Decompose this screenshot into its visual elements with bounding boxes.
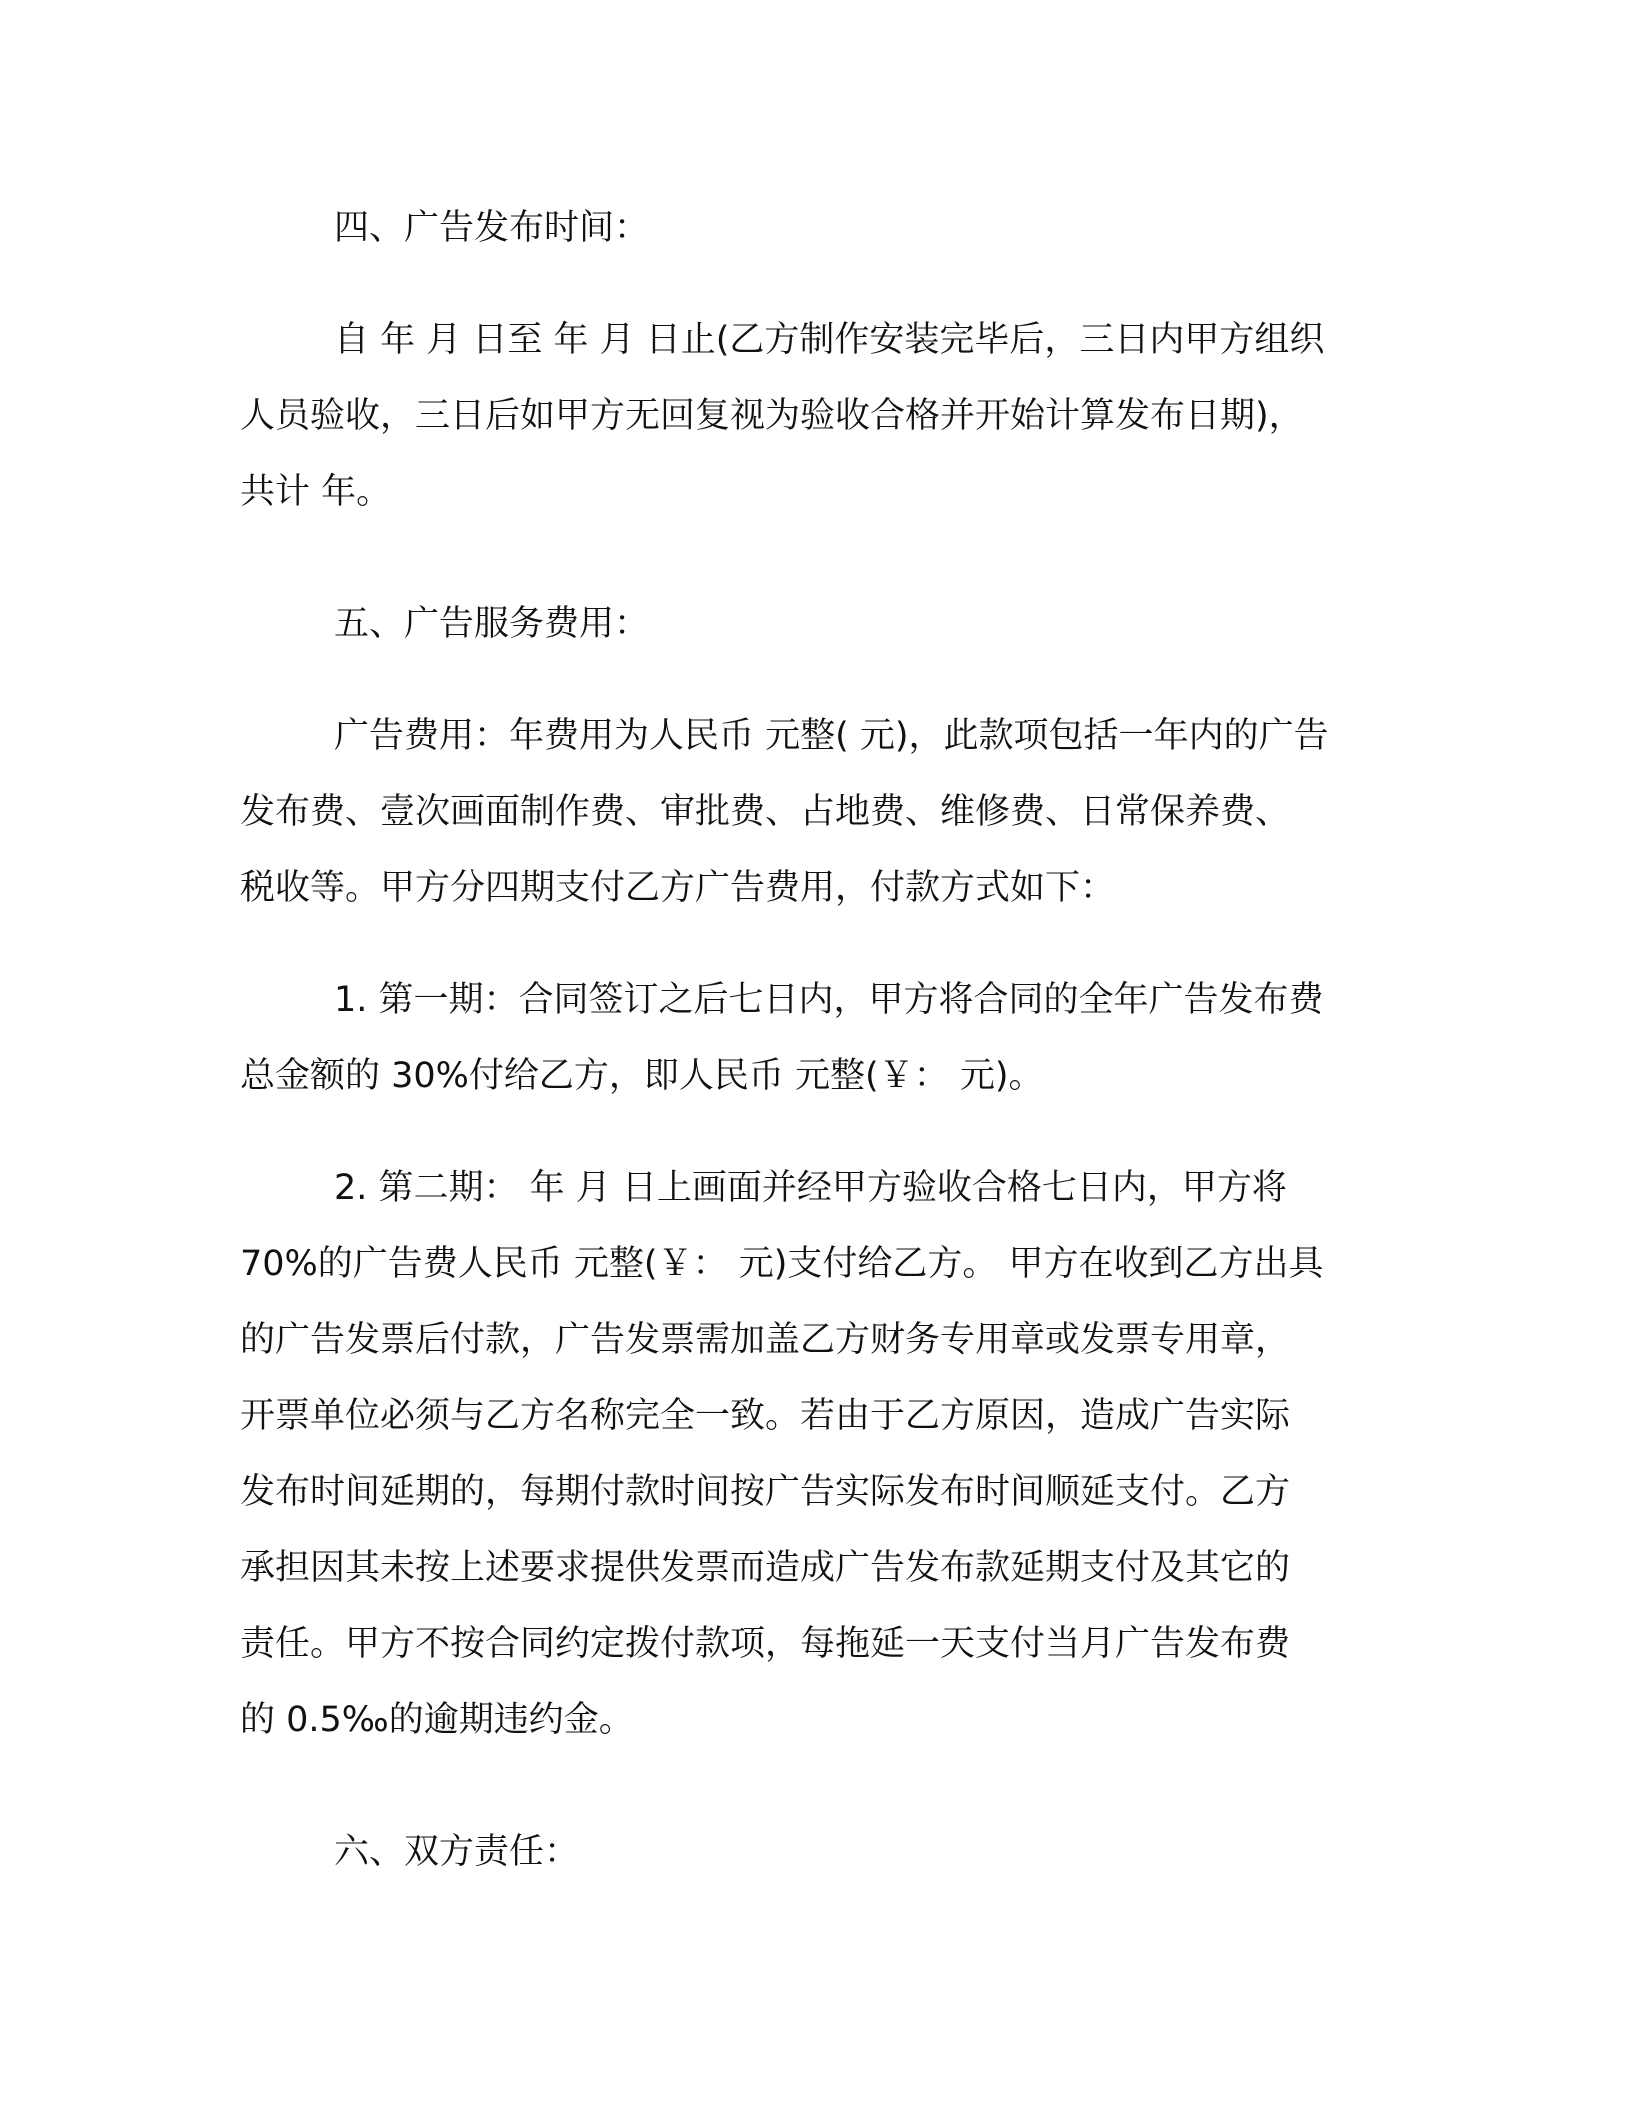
paragraph-line: 税收等。甲方分四期支付乙方广告费用，付款方式如下： bbox=[240, 868, 1116, 908]
paragraph-line: 发布费、壹次画面制作费、审批费、占地费、维修费、日常保养费、 bbox=[240, 792, 1291, 832]
fee-paragraph bbox=[240, 698, 1390, 926]
document-page bbox=[240, 190, 1390, 1890]
section-heading-responsibilities: 六、双方责任： bbox=[334, 1832, 580, 1872]
paragraph-line: 2. 第二期： 年 月 日上画面并经甲方验收合格七日内，甲方将 bbox=[334, 1168, 1287, 1208]
section-heading-publish-time: 四、广告发布时间： bbox=[334, 208, 650, 248]
paragraph-line: 开票单位必须与乙方名称完全一致。若由于乙方原因，造成广告实际 bbox=[240, 1396, 1291, 1436]
paragraph-line: 责任。甲方不按合同约定拨付款项，每拖延一天支付当月广告发布费 bbox=[240, 1624, 1291, 1664]
paragraph-line: 的 0.5‰的逾期违约金。 bbox=[240, 1700, 634, 1740]
paragraph-line: 人员验收，三日后如甲方无回复视为验收合格并开始计算发布日期)， bbox=[240, 396, 1304, 436]
paragraph-line: 自 年 月 日至 年 月 日止(乙方制作安装完毕后，三日内甲方组织 bbox=[334, 320, 1325, 360]
paragraph-line: 1. 第一期：合同签订之后七日内，甲方将合同的全年广告发布费 bbox=[334, 980, 1324, 1020]
paragraph-line: 70%的广告费人民币 元整(￥： 元)支付给乙方。 甲方在收到乙方出具 bbox=[240, 1244, 1324, 1284]
paragraph-line: 发布时间延期的，每期付款时间按广告实际发布时间顺延支付。乙方 bbox=[240, 1472, 1291, 1512]
paragraph-line: 总金额的 30%付给乙方，即人民币 元整(￥： 元)。 bbox=[240, 1056, 1044, 1096]
phase-one-paragraph bbox=[240, 962, 1390, 1114]
paragraph-line: 的广告发票后付款，广告发票需加盖乙方财务专用章或发票专用章， bbox=[240, 1320, 1291, 1360]
phase-two-paragraph bbox=[240, 1150, 1390, 1758]
paragraph-line: 广告费用：年费用为人民币 元整( 元)，此款项包括一年内的广告 bbox=[334, 716, 1329, 756]
section-heading-service-fee: 五、广告服务费用： bbox=[334, 604, 650, 644]
paragraph-line: 承担因其未按上述要求提供发票而造成广告发布款延期支付及其它的 bbox=[240, 1548, 1291, 1588]
paragraph-line: 共计 年。 bbox=[240, 472, 392, 512]
publish-time-paragraph bbox=[240, 302, 1390, 530]
